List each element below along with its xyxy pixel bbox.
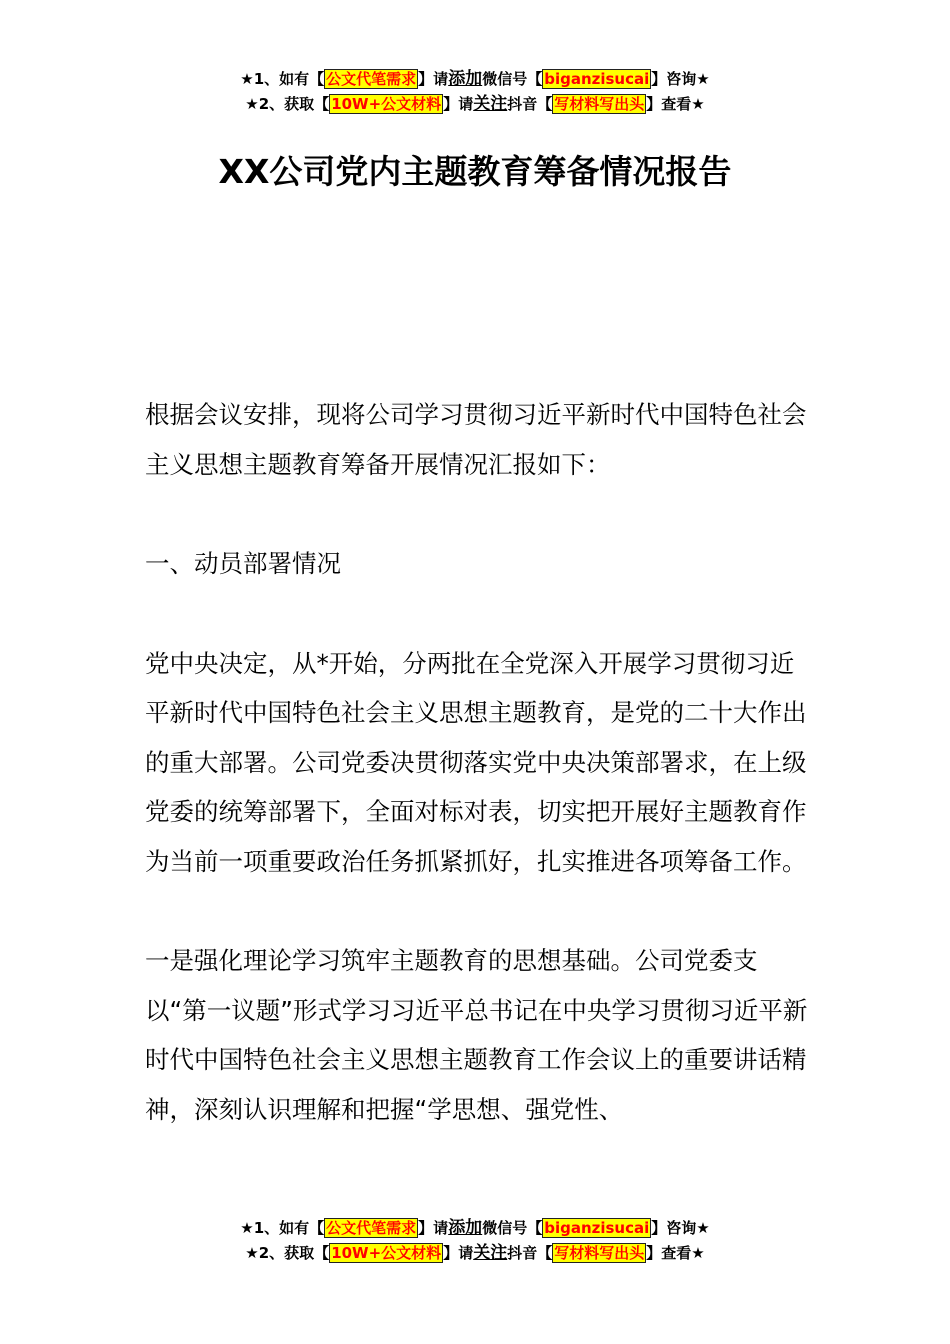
banner-underlined-text: 关注 [473,1243,508,1263]
body-paragraph: 党中央决定，从*开始，分两批在全党深入开展学习贯彻习近平新时代中国特色社会主义思想主题教育，是党的二十大作出的重大部署。公司党委决贯彻落实党中央决策部署求，在上级党委的统筹部署下，全面对标对表，切实把开展好主题教育作为当前一项重要政治任务抓紧抓好，扎实推进各项筹备工作。 [145,648,807,876]
banner-line-1 [0,1216,950,1241]
banner-douyin-account: 写材料写出头 [554,1244,645,1262]
banner-highlight: 10W+公文材料 [331,1244,442,1262]
banner-highlight: 公文代笔需求 [326,1219,417,1237]
banner-line-2 [0,92,950,117]
banner-douyin-account: 写材料写出头 [554,95,645,113]
banner-text: 微信号【 [482,70,543,88]
banner-text: 抖音【 [507,1244,553,1262]
section-heading: 一、动员部署情况 [145,549,341,578]
banner-text: 】查看★ [646,1244,705,1262]
banner-line-1 [0,67,950,92]
banner-line-2 [0,1241,950,1266]
banner-text: 】请 [443,95,474,113]
banner-wechat-id: biganzisucai [544,70,650,88]
intro-paragraph: 根据会议安排，现将公司学习贯彻习近平新时代中国特色社会主义思想主题教育筹备开展情况汇报如下： [145,400,807,479]
banner-text: 】查看★ [646,95,705,113]
banner-highlight: 10W+公文材料 [331,95,442,113]
banner-text: 】咨询★ [651,1219,710,1237]
body-paragraph: 一是强化理论学习筑牢主题教育的思想基础。公司党委支以“第一议题”形式学习习近平总书记在中央学习贯彻习近平新时代中国特色社会主义思想主题教育工作会议上的重要讲话精神，深刻认识理解和把握“学思想、强党性、 [145,946,808,1124]
banner-text: ★2、获取【 [245,1244,330,1262]
banner-text: ★2、获取【 [245,95,330,113]
banner-text: 微信号【 [482,1219,543,1237]
banner-text: 】咨询★ [651,70,710,88]
banner-text: 抖音【 [507,95,553,113]
banner-text: 】请 [443,1244,474,1262]
banner-text: 】请 [418,1219,449,1237]
banner-wechat-id: biganzisucai [544,1219,650,1237]
banner-text: 】请 [418,70,449,88]
header-banner [0,67,950,117]
footer-banner [0,1216,950,1266]
banner-underlined-text: 添加 [448,69,483,89]
banner-highlight: 公文代笔需求 [326,70,417,88]
banner-text: ★1、如有【 [240,1219,325,1237]
banner-text: ★1、如有【 [240,70,325,88]
document-title: XX公司党内主题教育筹备情况报告 [218,152,732,191]
banner-underlined-text: 添加 [448,1218,483,1238]
document-body [145,390,810,1184]
banner-underlined-text: 关注 [473,94,508,114]
